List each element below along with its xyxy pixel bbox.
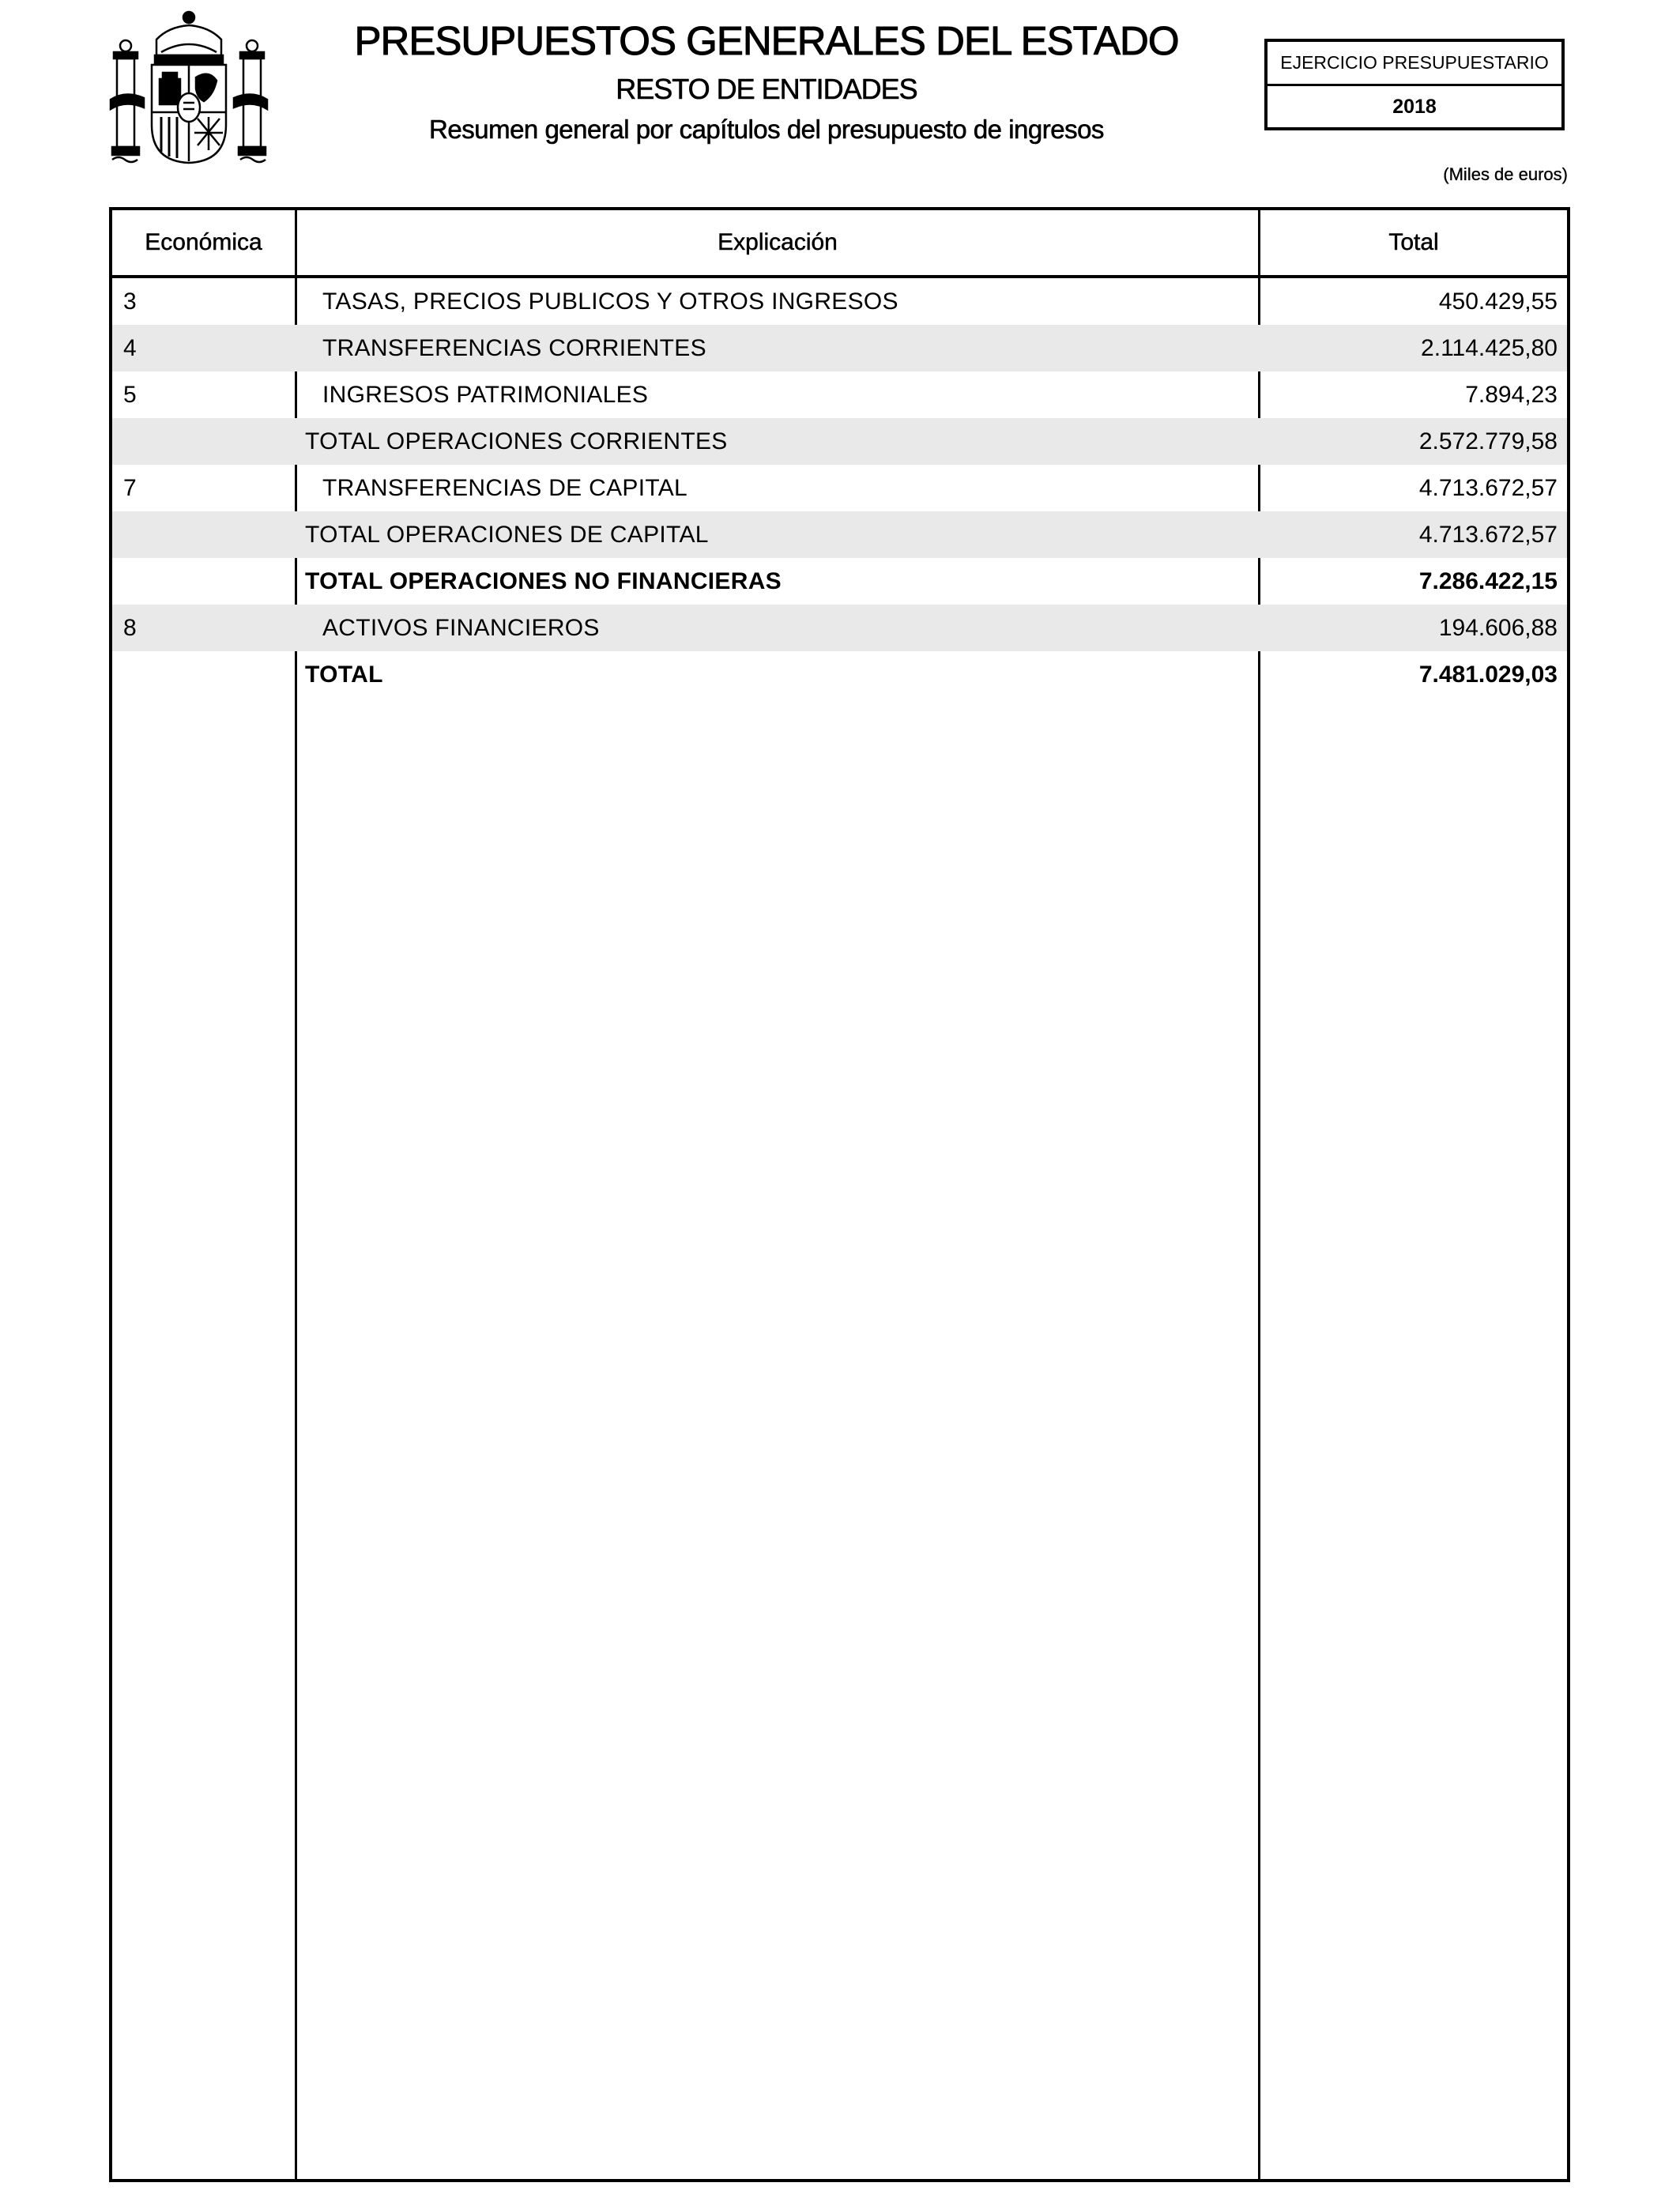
column-header-total: Total <box>1388 229 1439 255</box>
row-text: INGRESOS PATRIMONIALES <box>322 381 649 408</box>
row-text: TRANSFERENCIAS DE CAPITAL <box>322 474 688 501</box>
table-row <box>112 651 1567 698</box>
table-row <box>112 418 1567 465</box>
table-row <box>112 605 1567 651</box>
row-text: TASAS, PRECIOS PUBLICOS Y OTROS INGRESOS <box>322 288 898 315</box>
row-text: TOTAL <box>305 661 383 688</box>
row-total: 4.713.672,57 <box>1418 474 1558 501</box>
table-row <box>112 511 1567 558</box>
row-total: 4.713.672,57 <box>1418 521 1558 548</box>
units-note: (Miles de euros) <box>1443 164 1568 184</box>
ejercicio-box <box>1264 39 1565 130</box>
budget-table <box>109 207 1570 2182</box>
row-text: TOTAL OPERACIONES CORRIENTES <box>305 428 728 454</box>
row-total: 194.606,88 <box>1438 614 1558 641</box>
column-header-explicacion: Explicación <box>718 229 838 255</box>
row-text: ACTIVOS FINANCIEROS <box>322 614 600 641</box>
row-code: 3 <box>123 288 137 315</box>
row-total: 2.572.779,58 <box>1418 428 1558 454</box>
row-total: 7.481.029,03 <box>1418 661 1558 688</box>
table-row <box>112 465 1567 511</box>
row-total: 450.429,55 <box>1438 288 1558 315</box>
row-total: 7.286.422,15 <box>1418 567 1558 594</box>
row-code: 4 <box>123 334 137 361</box>
row-text: TOTAL OPERACIONES NO FINANCIERAS <box>305 567 782 594</box>
row-total: 7.894,23 <box>1465 381 1558 408</box>
table-row <box>112 371 1567 418</box>
row-text: TOTAL OPERACIONES DE CAPITAL <box>305 521 709 548</box>
row-code: 5 <box>123 381 137 408</box>
page-description: Resumen general por capítulos del presupuesto de ingresos <box>429 115 1104 144</box>
column-header-economica: Económica <box>145 229 262 255</box>
table-body <box>112 278 1567 698</box>
page-subtitle: RESTO DE ENTIDADES <box>616 73 917 105</box>
row-text: TRANSFERENCIAS CORRIENTES <box>322 334 706 361</box>
page-title: PRESUPUESTOS GENERALES DEL ESTADO <box>354 18 1179 63</box>
spain-coat-of-arms-icon <box>109 6 269 166</box>
row-code: 8 <box>123 614 137 641</box>
row-code: 7 <box>123 474 137 501</box>
ejercicio-label: EJERCICIO PRESUPUESTARIO <box>1268 42 1561 86</box>
table-row <box>112 558 1567 605</box>
row-total: 2.114.425,80 <box>1421 334 1558 361</box>
table-row <box>112 325 1567 371</box>
table-row <box>112 278 1567 325</box>
ejercicio-year: 2018 <box>1392 96 1437 118</box>
